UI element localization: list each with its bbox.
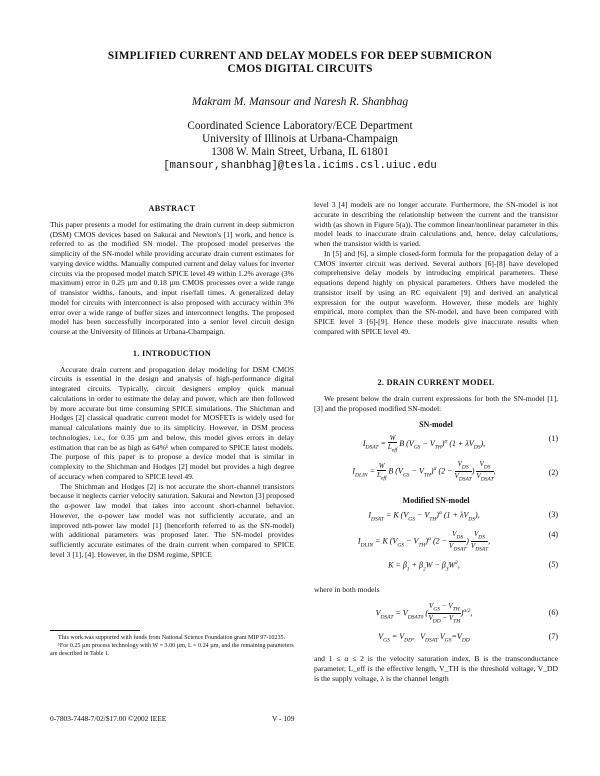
footnote-1: This work was supported with funds from National Science Foundation grant MIP 97-10235. bbox=[58, 635, 286, 641]
equation-6 bbox=[314, 602, 558, 625]
affiliation-dept: Coordinated Science Laboratory/ECE Department bbox=[187, 120, 413, 132]
footer-copyright: 0-7803-7448-7/02/$17.00 ©2002 IEEE bbox=[50, 714, 167, 723]
equation-tail-text: and 1 ≤ α ≤ 2 is the velocity saturation index, B is the transconductance parameter, L_eff is the effective length, V_TH is the threshold voltage, V_DD is the supply voltage, λ is the channel length bbox=[314, 654, 558, 683]
affiliation bbox=[40, 120, 560, 173]
where-text: where in both models bbox=[314, 585, 380, 594]
right-paragraph-1: level 3 [4] models are no longer accurate. Furthermore, the SN-model is not accurate in describing the relationship between the current and the transistor width (as shown in Figure 5(a)). The common linear/nonlinear parameter in this model leads to inaccurate drain calculations and, hence, delay calculations, when the transistor width is varied. bbox=[314, 200, 558, 248]
equation-5-number: (5) bbox=[548, 560, 558, 569]
equation-5-body: $K = \beta_1 + \beta_2W - \beta_3W^2$, bbox=[388, 560, 460, 573]
modified-sn-model-heading: Modified SN-model bbox=[402, 496, 470, 505]
equation-2-body: $I_{DLIN}$ = $\frac{W}{L_{eff}}$ B $(V_{GS} - V_{TH})^\alpha$ (2 − $\frac{V_{DS}}{V_{DSAT}}$ ) $\frac{V_{DS}}{V_{DSAT}}$ , bbox=[352, 460, 496, 483]
equation-2 bbox=[314, 460, 558, 483]
right-column bbox=[314, 200, 558, 337]
section-2-paragraph: We present below the drain current expressions for both the SN-model [1], [3] and the proposed modified SN-model: bbox=[314, 393, 558, 413]
equation-4 bbox=[314, 530, 558, 553]
equation-1 bbox=[314, 434, 558, 454]
equation-5 bbox=[314, 560, 558, 580]
equation-1-number: (1) bbox=[548, 434, 558, 443]
section-2-heading: 2. DRAIN CURRENT MODEL bbox=[377, 378, 495, 387]
title-line-2: CMOS DIGITAL CIRCUITS bbox=[227, 63, 373, 75]
equation-4-number: (4) bbox=[548, 530, 558, 539]
equation-7 bbox=[314, 632, 558, 652]
intro-paragraph-2: The Shichman and Hodges [2] is not accurate the short-channel transistors because it neglects carrier velocity saturation. Sakurai and Newton [3] proposed the α-power law model that takes into account short-channel behavior. However, the α-power law model was not sufficiently accurate, and an improved nth-power law model [1] (henceforth referred to as the SN-model) with additional parameters was proposed later. The SN-model provides sufficiently accurate estimates of the drain current when compared to SPICE level 3 [1], [4]. However, in the DSM regime, SPICE bbox=[50, 481, 294, 559]
sn-model-heading: SN-model bbox=[419, 420, 453, 429]
equation-4-body: $I_{DLIN} = K$ $(V_{GS} - V_{TH})^\alpha$ (2 − $\frac{V_{DS}}{V_{DSAT}}$ ) $\frac{V_{DS}}{V_{DSAT}}$ , bbox=[357, 530, 491, 553]
footnote-rule bbox=[50, 630, 140, 631]
footnote-2: ¹For 0.25 µm process technology with W = 3.00 µm, L = 0.24 µm, and the remaining parameters are described in Table 1. bbox=[50, 643, 294, 657]
equation-3-number: (3) bbox=[548, 510, 558, 519]
right-column-text bbox=[314, 200, 558, 337]
left-column bbox=[50, 204, 294, 560]
equation-6-number: (6) bbox=[548, 608, 558, 617]
section-2-intro bbox=[314, 394, 558, 414]
equation-1-body: $I_{DSAT}$ = $\frac{W}{L_{eff}}$ B $(V_{GS} - V_{TH})^\alpha$ $(1 + \lambda V_{DS})$, bbox=[362, 434, 486, 454]
equation-3 bbox=[314, 510, 558, 530]
equation-7-body: $V_{GS} = V_{DD}$, $V_{DSAT}$ $V_{GS}=V_{DD}$ bbox=[378, 632, 470, 644]
intro-paragraph-1: Accurate drain current and propagation delay modeling for DSM CMOS circuits is essential in the design and analysis of high-performance digital integrated circuits. Typically, circuit designers employ quick manual calculations in order to estimate the delay and power, which are then followed by more accurate but time consuming SPICE simulations. The Shichman and Hodges [2] classical quadratic current model for MOSFETs is widely used for manual calculations mainly due to its simplicity. However, in DSM process technologies, i.e., for 0.35 µm and below, this model gives errors in delay estimation that can be as high as 64%¹ when compared to SPICE latest models. The purpose of this paper is to propose a device model that is similar in complexity to the Shichman and Hodges [2] model but provides a high degree of accuracy when compared to SPICE level 49. bbox=[50, 364, 294, 481]
equation-7-number: (7) bbox=[548, 632, 558, 641]
equation-3-body: $I_{DSAT} = K$ $(V_{GS} - V_{TH})^\alpha$ $(1 + \lambda V_{DS})$, bbox=[368, 510, 480, 523]
footer-page-number: V - 109 bbox=[272, 714, 295, 723]
abstract-text: This paper presents a model for estimating the drain current in deep submicron (DSM) CMOS devices based on Sakurai and Newton's [1] work, and hence is referred to as the modified SN model. The proposed model preserves the simplicity of the SN-model while providing accurate drain current estimates for varying device widths. Manually computed current and delay values for inverter circuits via the proposed model match SPICE level 49 within 1.2% average (3% maximum) error in 0.25 µm and 0.18 µm CMOS processes over a wide range of transistor widths, fanouts, and input rise/fall times. A generalized delay model for circuits with interconnect is also proposed with accuracy within 3% error over a wide range of buffer sizes and interconnect lengths. The proposed model has been successfully incorporated into a senior level circuit design course at the University of Illinois at Urbana-Champaign. bbox=[50, 219, 294, 336]
abstract-heading: ABSTRACT bbox=[148, 204, 196, 213]
section-2 bbox=[314, 378, 558, 413]
title-line-1: SIMPLIFIED CURRENT AND DELAY MODELS FOR DEEP SUBMICRON bbox=[107, 50, 493, 62]
equation-block bbox=[314, 420, 558, 690]
equation-tail bbox=[314, 654, 558, 683]
affiliation-email: [mansour,shanbhag]@tesla.icims.csl.uiuc.edu bbox=[163, 159, 437, 172]
abstract-body bbox=[50, 220, 294, 337]
authors: Makram M. Mansour and Naresh R. Shanbhag bbox=[191, 96, 409, 108]
equation-2-number: (2) bbox=[548, 468, 558, 477]
affiliation-address: 1308 W. Main Street, Urbana, IL 61801 bbox=[211, 146, 389, 159]
equation-6-body: $V_{DSAT} = V_{DSAT0}$ ( $\frac{V_{GS} - V_{TH}}{V_{DD} - V_{TH}}$ )$^{\alpha/2}$, bbox=[375, 602, 473, 625]
paper-title bbox=[40, 50, 560, 76]
right-paragraph-2: In [5] and [6], a simple closed-form formula for the propagation delay of a CMOS inverter circuit was derived. Several authors [6]-[8] have developed comprehensive delay models by introducing empirical parameters. These equations depend highly on physical parameters. Others have modeled the transistor itself by using an RC equivalent [9] and derived an analytical expression for the output waveform. However, these models are highly empirical, more complex than the SN-model, and have been compared with SPICE level 3 [6]-[9]. Hence these models give inaccurate results when compared with SPICE level 49. bbox=[314, 248, 558, 336]
footnotes bbox=[50, 630, 294, 658]
intro-heading: 1. INTRODUCTION bbox=[132, 348, 212, 358]
affiliation-university: University of Illinois at Urbana-Champaign bbox=[202, 133, 398, 146]
intro-body bbox=[50, 365, 294, 560]
